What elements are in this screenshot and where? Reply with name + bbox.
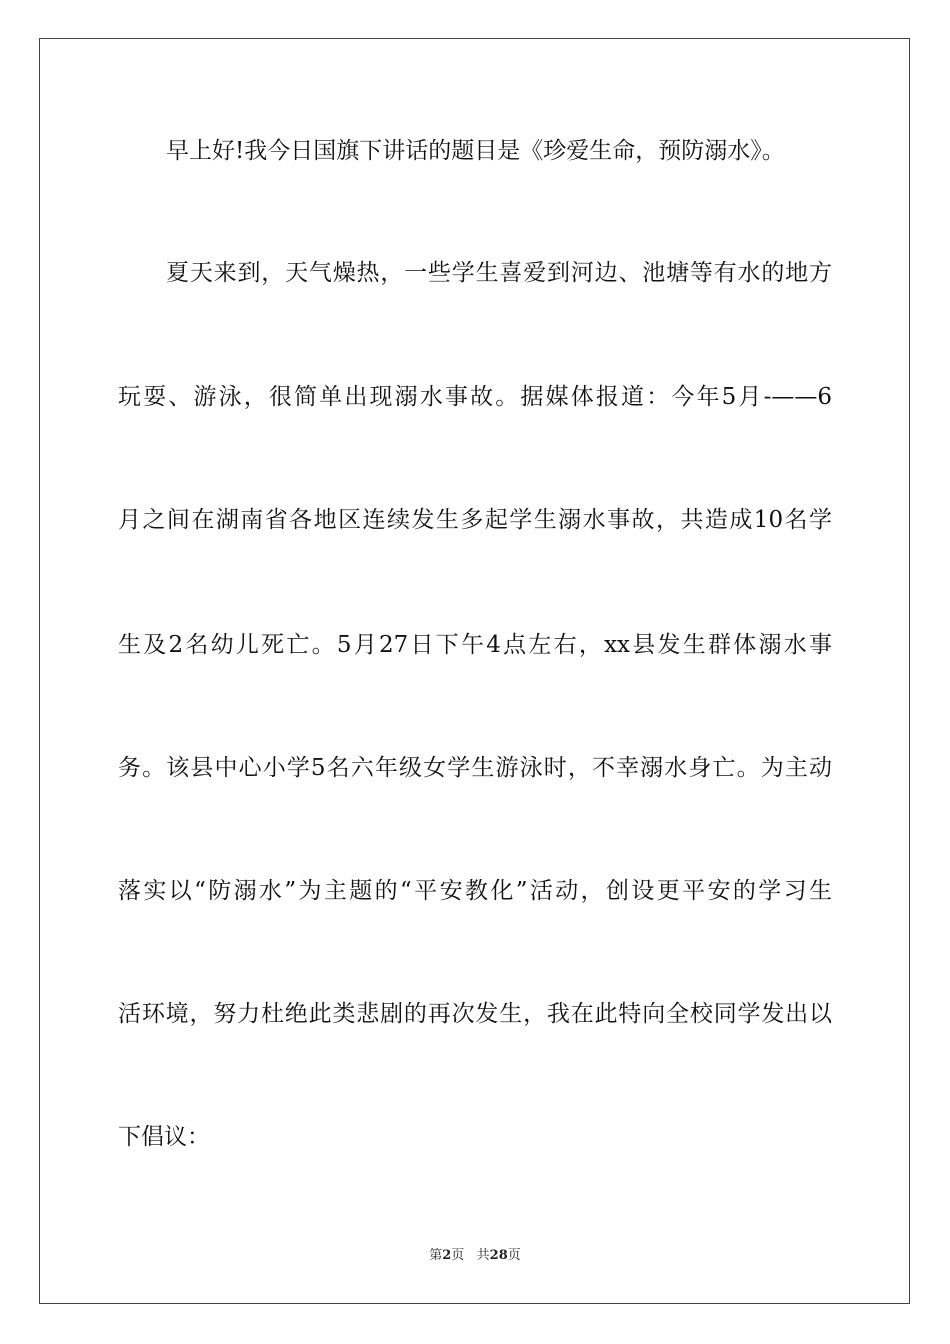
paragraph-line-9: 下倡议：	[118, 1124, 210, 1150]
paragraph-line-5: 生及2名幼儿死亡。5月27日下午4点左右，xx县发生群体溺水事	[118, 632, 832, 658]
footer-mid: 页 共	[451, 1248, 490, 1263]
paragraph-line-2: 夏天来到，天气燥热，一些学生喜爱到河边、池塘等有水的地方	[166, 260, 832, 286]
paragraph-line-4: 月之间在湖南省各地区连续发生多起学生溺水事故，共造成10名学	[118, 507, 832, 533]
footer-prefix: 第	[429, 1248, 443, 1263]
current-page-number: 2	[442, 1248, 452, 1263]
paragraph-line-7: 落实以“防溺水”为主题的“平安教化”活动，创设更平安的学习生	[118, 878, 832, 904]
total-page-number: 28	[489, 1248, 508, 1263]
footer-suffix: 页	[507, 1248, 521, 1263]
paragraph-line-6: 务。该县中心小学5名六年级女学生游泳时，不幸溺水身亡。为主动	[118, 755, 832, 781]
page-border	[39, 38, 910, 1304]
paragraph-line-8: 活环境，努力杜绝此类悲剧的再次发生，我在此特向全校同学发出以	[118, 1001, 832, 1027]
paragraph-line-3: 玩耍、游泳，很简单出现溺水事故。据媒体报道：今年5月-——6	[118, 384, 832, 410]
page-footer	[0, 1247, 950, 1265]
paragraph-line-1: 早上好!我今日国旗下讲话的题目是《珍爱生命，预防溺水》。	[166, 138, 785, 164]
